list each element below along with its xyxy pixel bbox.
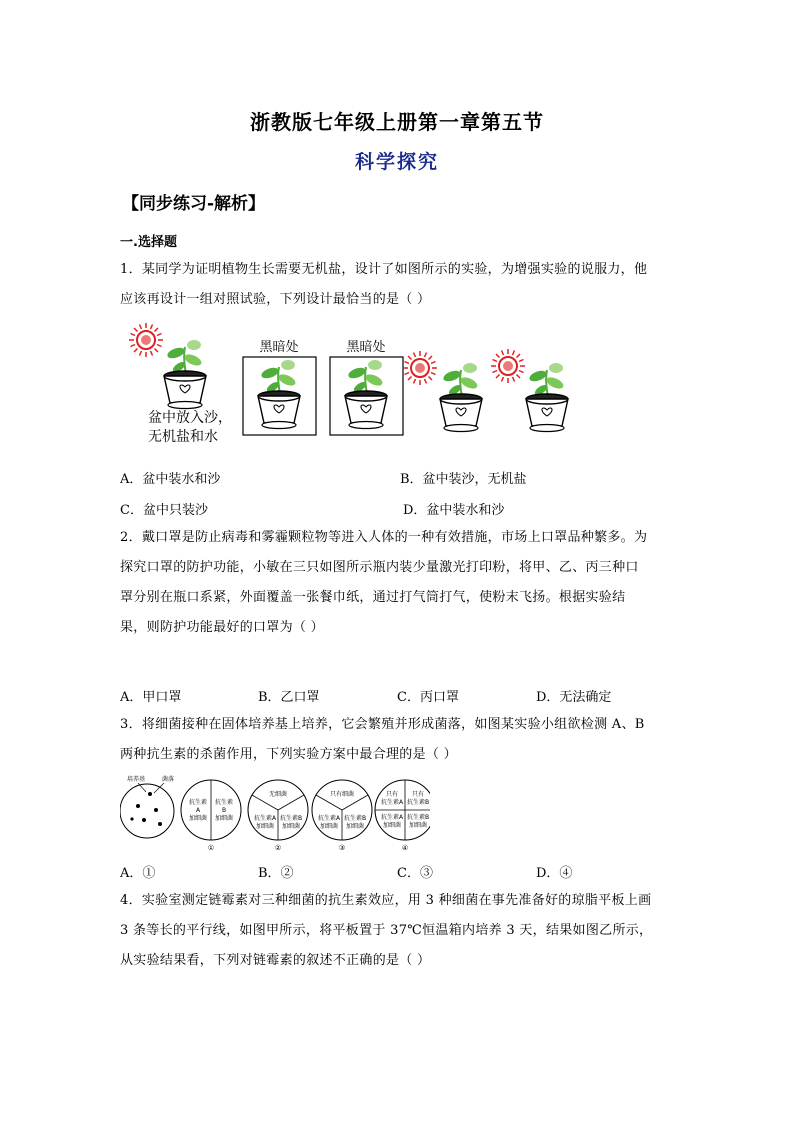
q3-option-d: D．④ [536,866,573,881]
petri-dish-3 [312,780,372,852]
d2-right-2: 加细菌 [281,823,301,830]
dish-number-4: ④ [401,844,409,852]
q1-option-b: B．盆中装沙，无机盐 [400,472,527,487]
petri-dish-2 [248,780,308,852]
dark-label-1: 黑暗处 [259,340,299,355]
q2-option-c: C．丙口罩 [397,690,459,705]
d2-top: 无细菌 [268,791,288,798]
question-2-line-3: 罩分别在瓶口系紧，外面覆盖一张餐巾纸，通过打气筒打气，使粉末飞扬。根据实验结 [120,590,626,605]
question-3-line-2: 两种抗生素的杀菌作用，下列实验方案中最合理的是（ ） [120,747,457,762]
d2-right-1: 抗生素B [279,815,303,822]
sun-icon-2 [403,351,437,385]
d1-right-1: 抗生素 [214,799,234,806]
d4-right-2: 加细菌 [408,822,428,829]
section-heading: 【同步练习-解析】 [122,194,266,214]
q3-option-b: B．② [258,866,294,881]
dark-label-2: 黑暗处 [346,340,386,355]
question-1-figure [120,320,590,450]
q3-option-c: C．③ [397,866,433,881]
plant-pot-4 [440,363,482,432]
d4-tr-2: 抗生素B [406,799,430,806]
plant-pot-2 [258,360,300,429]
plant-pot-3 [345,360,387,429]
question-1-line-2: 应该再设计一组对照试验，下列设计最恰当的是（ ） [120,292,431,307]
petri-dish-example [120,775,174,838]
q1-option-c: C．盆中只装沙 [120,503,208,518]
label-colony: 菌落 [161,776,175,783]
question-2-line-2: 探究口罩的防护功能，小敏在三只如图所示瓶内装少量激光打印粉，将甲、乙、丙三种口 [120,560,639,575]
q1-option-a: A．盆中装水和沙 [120,472,221,487]
d1-right-2: B [221,807,227,814]
question-4-line-1: 4．实验室测定链霉素对三种细菌的抗生素效应，用 3 种细菌在事先准备好的琼脂平板上画 [120,893,652,908]
d4-tl-1: 只有 [385,791,399,798]
sun-icon-1 [129,323,163,357]
label-medium: 培养基 [126,776,146,783]
question-4-stem [120,886,680,976]
d3-right-2: 加细菌 [345,823,365,830]
dish-number-3: ③ [338,844,346,852]
d3-right-1: 抗生素B [343,815,367,822]
d4-tl-2: 抗生素A [380,799,404,806]
question-1-line-1: 1．某同学为证明植物生长需要无机盐，设计了如图所示的实验，为增强实验的说服力，他 [120,262,648,277]
part-heading: 一.选择题 [120,235,177,250]
sun-icon-3 [491,349,525,383]
q3-option-a: A．① [120,866,156,881]
q1-option-d: D．盆中装水和沙 [403,503,505,518]
petri-dish-1 [181,780,241,852]
q2-option-a: A．甲口罩 [120,690,182,705]
figure-caption-line-1: 盆中放入沙， [148,410,232,426]
plant-pot-1 [164,340,206,409]
question-2-line-1: 2．戴口罩是防止病毒和雾霾颗粒物等进入人体的一种有效措施，市场上口罩品种繁多。为 [120,530,648,545]
d1-left-3: 加细菌 [188,815,208,822]
d4-right-1: 抗生素B [406,814,430,821]
d3-left-2: 加细菌 [319,823,339,830]
question-3-stem [120,710,680,770]
question-4-line-3: 从实验结果看，下列对链霉素的叙述不正确的是（ ） [120,953,431,968]
question-1-stem [120,255,680,315]
d4-tr-1: 只有 [411,791,425,798]
document-subtitle: 科学探究 [354,151,439,173]
question-2-line-4: 果，则防护功能最好的口罩为（ ） [120,620,324,635]
question-2-stem [120,523,680,643]
d1-right-3: 加细菌 [214,815,234,822]
q2-option-d: D．无法确定 [536,690,612,705]
question-4-line-2: 3 条等长的平行线，如图甲所示，将平板置于 37℃恒温箱内培养 3 天，结果如图乙所示， [120,923,653,938]
d3-top: 只有细菌 [329,791,355,798]
dish-number-2: ② [274,844,282,852]
d2-left-2: 加细菌 [255,823,275,830]
d1-left-2: A [195,807,201,814]
d4-left-1: 抗生素A [380,814,404,821]
d1-left-1: 抗生素 [188,799,208,806]
d4-left-2: 加细菌 [382,822,402,829]
d2-left-1: 抗生素A [253,815,277,822]
question-3-line-1: 3．将细菌接种在固体培养基上培养，它会繁殖并形成菌落，如图某实验小组欲检测 A、B [120,717,645,732]
petri-dish-4 [375,780,430,852]
dish-number-1: ① [207,844,215,852]
q2-option-b: B．乙口罩 [258,690,320,705]
question-3-figure [120,772,430,854]
d3-left-1: 抗生素A [317,815,341,822]
plant-pot-5 [526,363,568,432]
document-title: 浙教版七年级上册第一章第五节 [250,110,544,134]
figure-caption-line-2: 无机盐和水 [148,429,218,445]
